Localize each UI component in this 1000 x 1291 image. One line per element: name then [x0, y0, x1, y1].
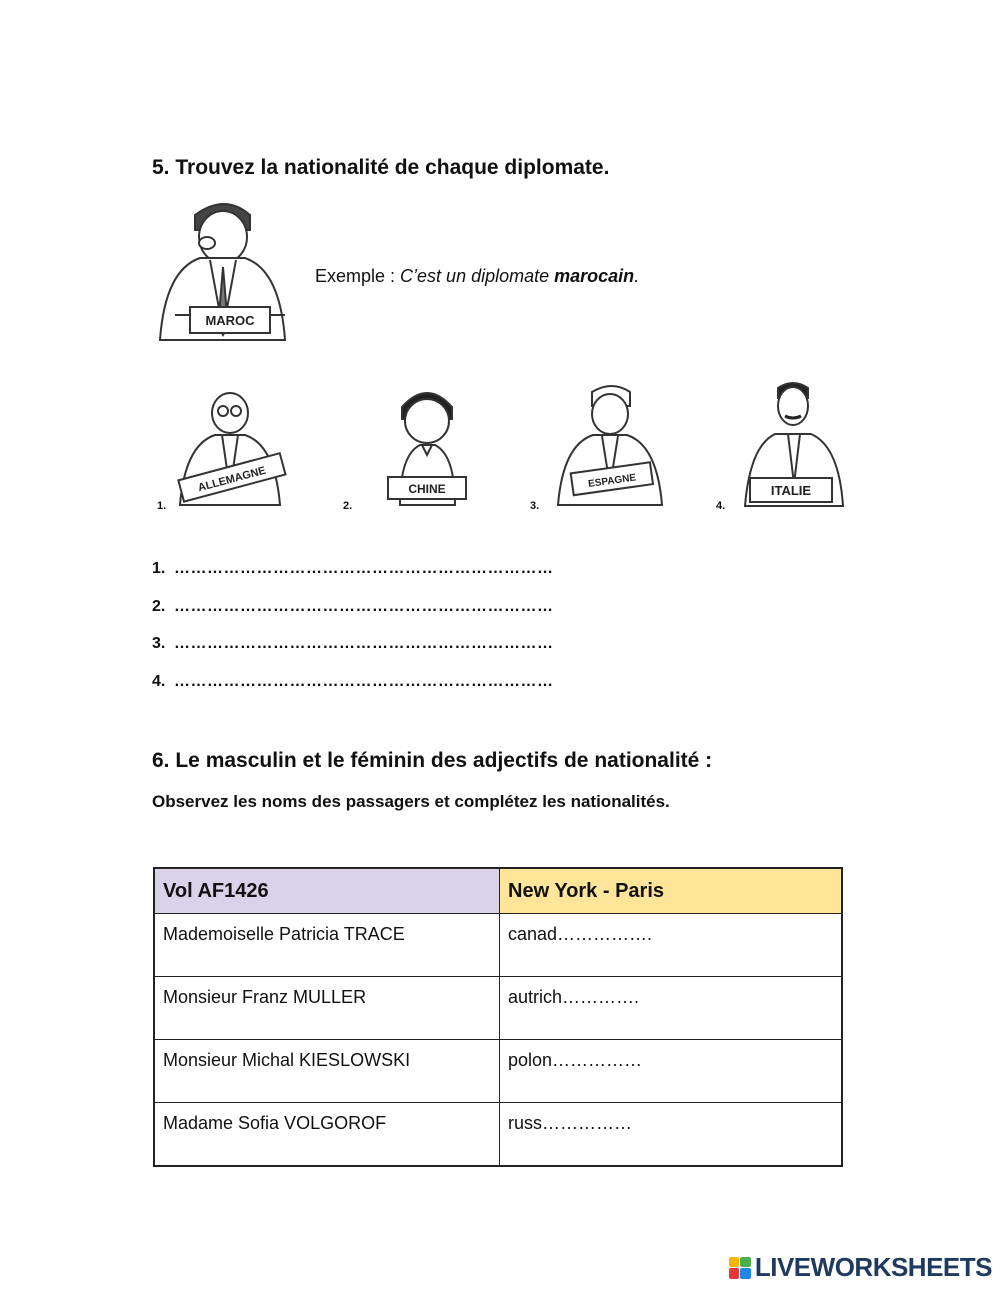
example-period: .: [634, 266, 640, 286]
answer-number: 1.: [152, 560, 166, 577]
table-row: [154, 914, 842, 977]
figure-4-sign: ITALIE: [770, 483, 812, 498]
liveworksheets-logo[interactable]: [729, 1252, 992, 1283]
answer-number: 4.: [152, 672, 166, 690]
answer-line-4[interactable]: [152, 673, 712, 711]
nationality-blank[interactable]: polon……………: [500, 1040, 843, 1103]
diplomat-figure-2: [380, 385, 475, 510]
answer-line-1[interactable]: [152, 560, 712, 598]
passenger-name: Monsieur Franz MULLER: [154, 977, 500, 1040]
logo-text: LIVEWORKSHEETS: [754, 1252, 992, 1282]
passenger-name: Monsieur Michal KIESLOWSKI: [154, 1040, 500, 1103]
figure-3-sign: ESPAGNE: [587, 472, 637, 491]
example-label: Exemple :: [315, 266, 401, 286]
logo-blocks-icon: [729, 1257, 751, 1279]
answer-blank[interactable]: ……………………………………………………………: [174, 672, 554, 690]
answer-blank[interactable]: ……………………………………………………………: [174, 560, 554, 577]
figure-3-number: 3.: [530, 500, 540, 512]
table-header-row: [154, 868, 842, 914]
answer-line-3[interactable]: [152, 635, 712, 673]
nationality-blank[interactable]: autrich………….: [500, 977, 843, 1040]
table-row: [154, 1040, 842, 1103]
section-5-title: 5. Trouvez la nationalité de chaque diplomate.: [152, 156, 610, 179]
passenger-table: [153, 867, 843, 1167]
route-header: New York - Paris: [500, 868, 843, 914]
nationality-blank[interactable]: russ……………: [500, 1103, 843, 1167]
passenger-name: Madame Sofia VOLGOROF: [154, 1103, 500, 1167]
flight-number-header: Vol AF1426: [154, 868, 500, 914]
section-6-title: 6. Le masculin et le féminin des adjectifs de nationalité :: [152, 749, 713, 772]
figure-1-sign: ALLEMAGNE: [196, 464, 268, 495]
example-sentence: [315, 266, 639, 287]
diplomat-figure-3: [550, 380, 670, 510]
nationality-blank[interactable]: canad…………….: [500, 914, 843, 977]
answer-blank[interactable]: ……………………………………………………………: [174, 635, 554, 652]
figure-2-number: 2.: [343, 500, 353, 512]
answer-blank[interactable]: ……………………………………………………………: [174, 597, 554, 615]
table-row: [154, 977, 842, 1040]
answer-number: 2.: [152, 597, 166, 615]
diplomat-figure-1: [170, 385, 295, 510]
example-sign-text: MAROC: [205, 313, 255, 328]
section-6-instructions: Observez les noms des passagers et complétez les nationalités.: [152, 792, 670, 811]
figure-1-number: 1.: [157, 500, 167, 512]
figure-2-sign: CHINE: [408, 482, 446, 496]
answer-list: [152, 560, 712, 710]
example-text: C’est un diplomate: [400, 266, 555, 286]
answer-line-2[interactable]: [152, 598, 712, 636]
example-answer: marocain: [554, 266, 635, 286]
table-row: [154, 1103, 842, 1167]
passenger-name: Mademoiselle Patricia TRACE: [154, 914, 500, 977]
answer-number: 3.: [152, 635, 166, 652]
diplomat-figure-4: [740, 378, 850, 510]
example-diplomat-illustration: [155, 195, 300, 350]
figure-4-number: 4.: [716, 500, 726, 512]
